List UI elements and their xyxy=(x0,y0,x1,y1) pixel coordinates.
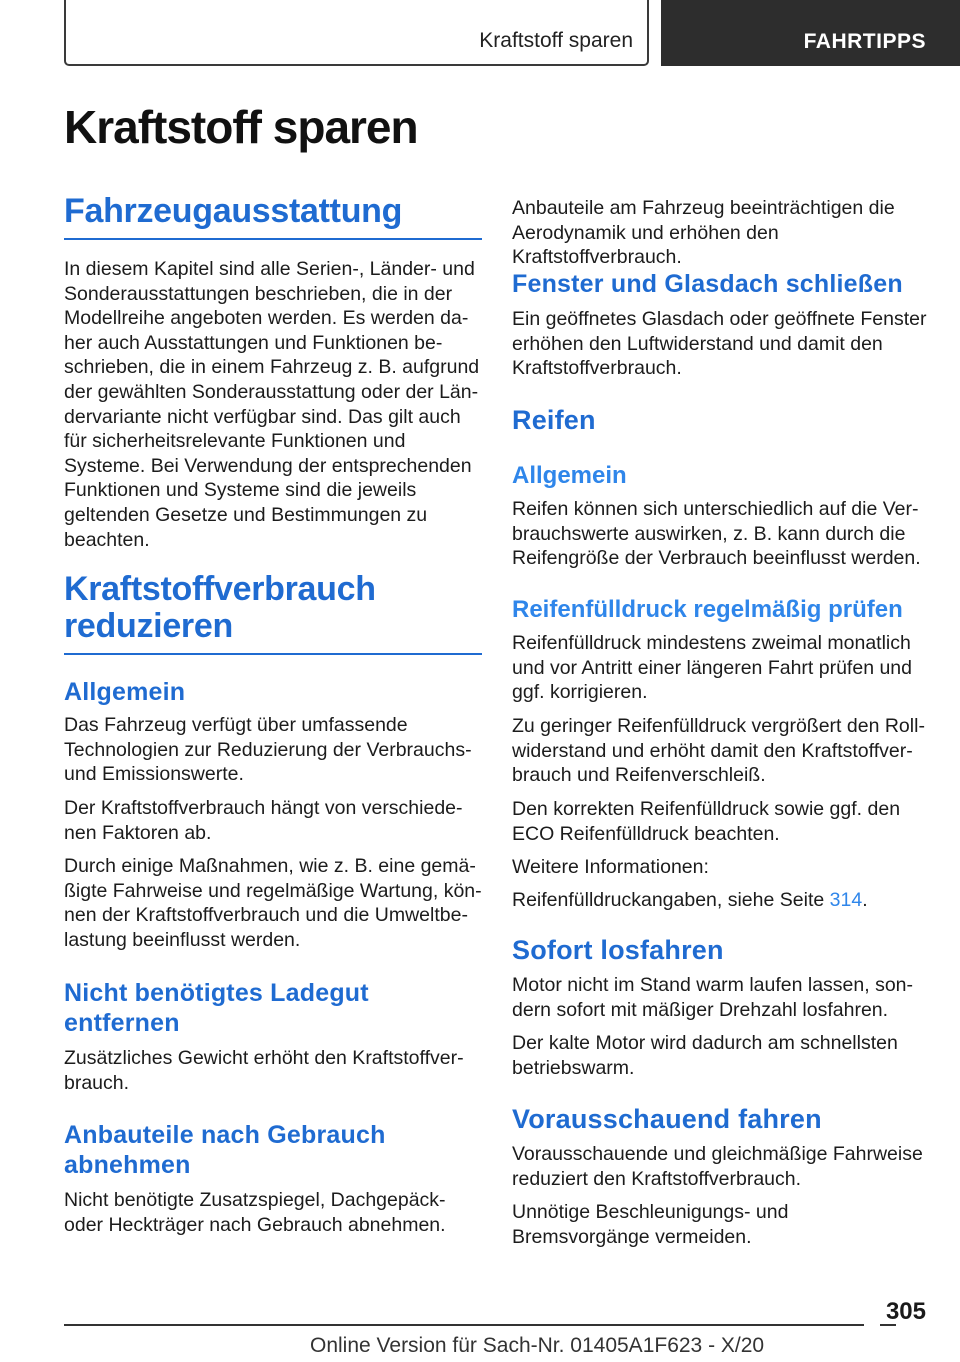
paragraph-motor-warmlaufen: Motor nicht im Stand warm laufen lassen, sondern sofort mit mäßiger Drehzahl losfahren. xyxy=(512,974,914,1021)
subheading-allgemein-right: Allgemein xyxy=(512,462,627,489)
paragraph-weitere-informationen: Weitere Informationen: xyxy=(512,856,709,878)
paragraph-massnahmen: Durch einige Maßnahmen, wie z. B. eine gemäßigte Fahrweise und regelmäßige Wartung, können der Kraftstoffverbrauch und die Umweltbelastung beeinflusst werden. xyxy=(64,855,482,951)
page-link-314[interactable]: 314 xyxy=(829,889,863,911)
heading-anbauteile-abnehmen: Anbauteile nach Gebrauch abnehmen xyxy=(64,1121,386,1179)
paragraph-fuelldruckangaben xyxy=(512,888,928,913)
reference-period: . xyxy=(862,889,868,911)
paragraph-bremsvorgaenge: Unnötige Beschleunigungs- und Bremsvorgänge vermeiden. xyxy=(512,1201,789,1248)
footer-divider-end xyxy=(880,1324,896,1326)
paragraph-glasdach: Ein geöffnetes Glasdach oder geöffnete Fenster erhöhen den Luftwiderstand und damit den Kraftstoffverbrauch. xyxy=(512,308,927,380)
page-title: Kraftstoff sparen xyxy=(64,101,418,153)
header-section-tab xyxy=(64,0,649,66)
reference-text: Reifenfülldruckangaben, siehe Seite xyxy=(512,889,830,911)
heading-sofort-losfahren: Sofort losfahren xyxy=(512,935,724,965)
header-section-title: Kraftstoff sparen xyxy=(479,29,633,52)
heading-reifen: Reifen xyxy=(512,405,596,435)
paragraph-rollwiderstand: Zu geringer Reifenfülldruck vergrößert den Rollwiderstand und erhöht damit den Kraftstoffverbrauch und Reifenverschleiß. xyxy=(512,715,925,787)
paragraph-gewicht: Zusätzliches Gewicht erhöht den Kraftstoffverbrauch. xyxy=(64,1047,464,1094)
paragraph-anbauteile-aerodynamik: Anbauteile am Fahrzeug beeinträchtigen die Aerodynamik und erhöhen den Kraftstoffverbrauch. xyxy=(512,197,895,269)
subheading-allgemein-left: Allgemein xyxy=(64,678,186,706)
heading-vorausschauend-fahren: Vorausschauend fahren xyxy=(512,1104,822,1134)
paragraph-reifen-allgemein: Reifen können sich unterschiedlich auf die Verbrauchswerte auswirken, z. B. kann durch die Reifengröße der Verbrauch beeinflusst werden. xyxy=(512,498,921,570)
header-chapter-tab xyxy=(661,0,960,66)
page-number: 305 xyxy=(885,1298,926,1325)
heading-kraftstoffverbrauch-reduzieren: Kraftstoffverbrauch reduzieren xyxy=(64,571,482,655)
header-chapter-title: FAHRTIPPS xyxy=(803,30,926,53)
paragraph-fahrzeugausstattung: In diesem Kapitel sind alle Serien-, Länder- und Sonderausstattungen beschrieben, die in der Modellreihe angeboten werden. Es werden daher auch Ausstattungen und Funktionen beschrieben, die in einem Fahrzeug z. B. aufgrund der gewählten Sonderausstattung oder der Ländervariante nicht verfügbar sind. Das gilt auch für sicherheitsrelevante Funktionen und Systeme. Bei Verwendung der entsprechenden Funktionen und Systeme sind die jeweils geltenden Gesetze und Bestimmungen zu beachten. xyxy=(64,258,480,551)
paragraph-kalter-motor: Der kalte Motor wird dadurch am schnellsten betriebswarm. xyxy=(512,1032,898,1079)
paragraph-gleichmaessige-fahrweise: Vorausschauende und gleichmäßige Fahrweise reduziert den Kraftstoffverbrauch. xyxy=(512,1143,923,1190)
paragraph-fuelldruck-monatlich: Reifenfülldruck mindestens zweimal monatlich und vor Antritt einer längeren Fahrt prüfen und ggf. korrigieren. xyxy=(512,632,912,704)
heading-ladegut-entfernen: Nicht benötigtes Ladegut entfernen xyxy=(64,979,369,1037)
paragraph-technologien: Das Fahrzeug verfügt über umfassende Technologien zur Reduzierung der Verbrauchs- und Emissionswerte. xyxy=(64,714,472,786)
paragraph-zusatzspiegel: Nicht benötigte Zusatzspiegel, Dachgepäck- oder Heckträger nach Gebrauch abnehmen. xyxy=(64,1189,446,1236)
footer-online-version: Online Version für Sach-Nr. 01405A1F623 - X/20 xyxy=(310,1334,765,1357)
heading-fahrzeugausstattung: Fahrzeugausstattung xyxy=(64,193,482,240)
paragraph-eco-fuelldruck: Den korrekten Reifenfülldruck sowie ggf. den ECO Reifenfülldruck beachten. xyxy=(512,798,901,845)
subheading-reifenfuelldruck-pruefen: Reifenfülldruck regelmäßig prüfen xyxy=(512,596,903,623)
paragraph-faktoren: Der Kraftstoffverbrauch hängt von verschiedenen Faktoren ab. xyxy=(64,797,463,844)
heading-fenster-glasdach: Fenster und Glasdach schließen xyxy=(512,270,903,298)
footer-divider xyxy=(64,1324,864,1326)
